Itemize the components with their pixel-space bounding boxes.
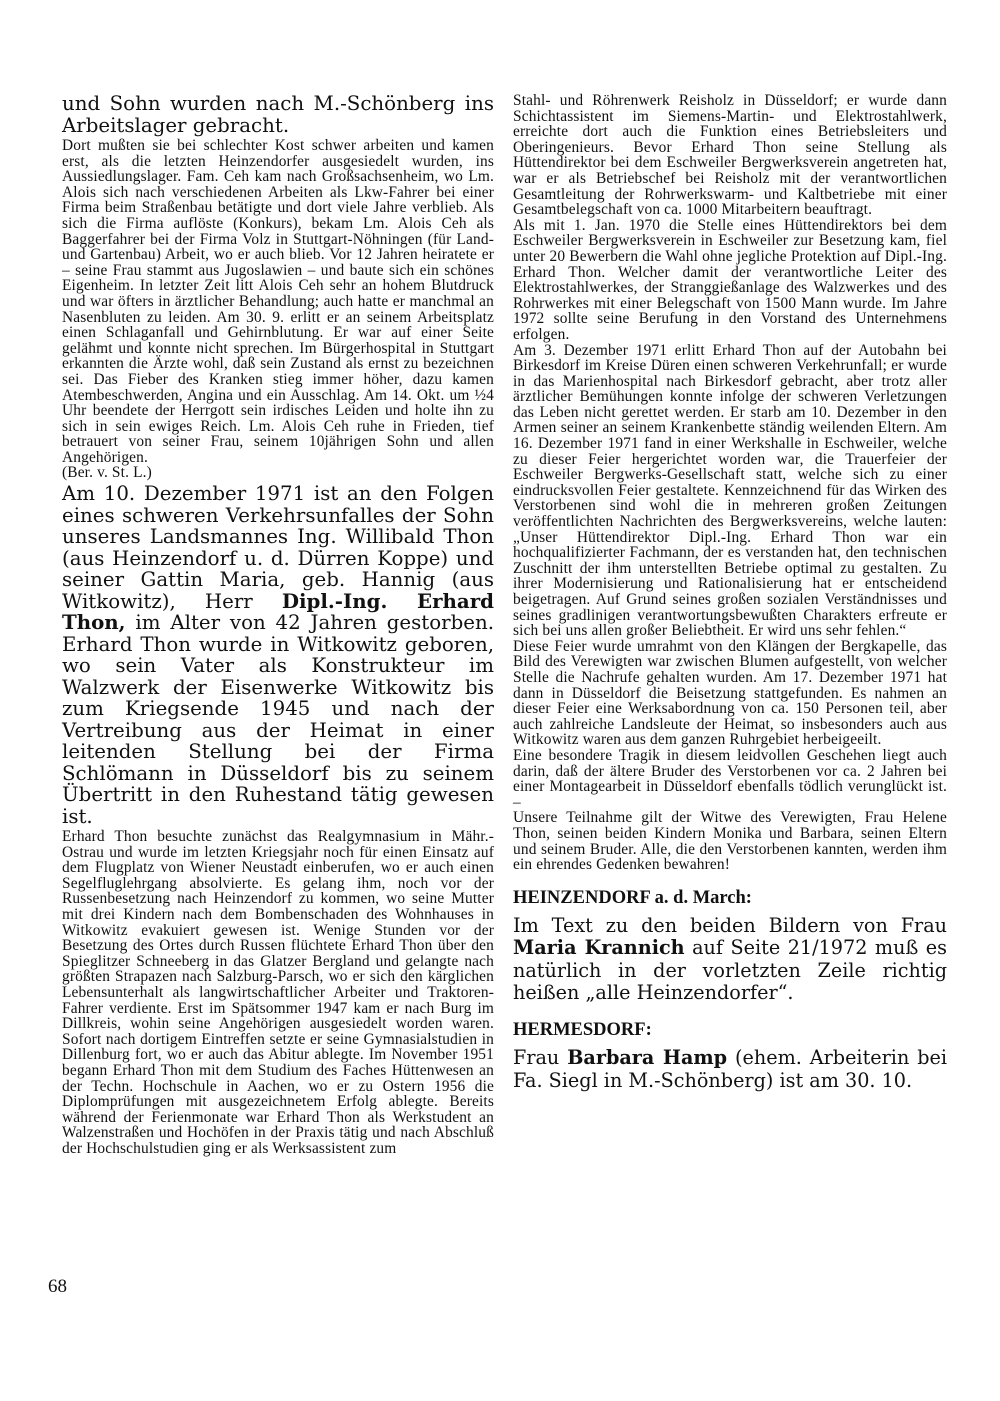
hermesdorf-text-2: (ehem. Arbeiterin bei Fa. Siegl in M.-Schönberg) ist am 30. 10.	[513, 1046, 947, 1092]
accident-paragraph: Am 3. Dezember 1971 erlitt Erhard Thon auf der Autobahn bei Birkesdorf im Kreise Düren einen schweren Verkehrunfall; er wurde in das Marienhospital nach Birkesdorf gebracht, aber trotz aller ärztlicher Bemühungen konnte infolge der schweren Verletzungen das Leben nicht gerettet werden. Er starb am 10. Dezember in den Armen seiner an seinem Krankenbette ständig weilenden Eltern. Am 16. Dezember 1971 fand in einer Werkshalle in Eschweiler, welche zu dieser Feier hergerichtet worden war, die Trauerfeier der Eschweiler Bergwerks-Gesellschaft statt, welche sich zu einer eindrucksvollen Feier gestaltete. Kennzeichnend für das Wirken des Verstorbenen sind wohl die in mehreren großen Zeitungen veröffentlichten Nachrichten des Bergwerksvereins, welche lauten: „Unser Hüttendirektor Dipl.-Ing. Erhard Thon war ein hochqualifizierter Fachmann, der es verstanden hat, den technischen Zuschnitt der ihm unterstellten Betriebe optimal zu gestalten. Zu ihrer Modernisierung und Rationalisierung hat er entscheidend beigetragen. Auf Grund seines großen sozialen Verständnisses und seines gradlinigen verantwortungsbewußten Charakters erfreute er sich bei uns allen großer Beliebtheit. Er wird uns sehr fehlen.“	[513, 341, 947, 640]
hermesdorf-text-1: Frau	[513, 1046, 568, 1070]
right-column	[513, 93, 947, 1092]
heinzendorf-name-bold: Maria Krannich	[513, 936, 685, 960]
career-paragraph: Stahl- und Röhrenwerk Reisholz in Düsseldorf; er wurde dann Schichtassistent im Siemens-Martin- und Elektrostahlwerk, erreichte dort auch die Funktion eines Betriebsleiters und Oberingenieurs. Bevor Erhard Thon seine Stellung als Hüttendirektor bei dem Eschweiler Bergwerksverein angetreten hat, war er als Betriebschef bei Reisholz mit der verantwortlichen Gesamtleitung der Rohrwerkswarm- und Kaltbetriebe mit einer Gesamtbelegschaft von ca. 1000 Mitarbeitern beauftragt.	[513, 92, 947, 219]
section-heading-heinzendorf: HEINZENDORF a. d. March:	[513, 887, 752, 908]
tragedy-paragraph: Eine besondere Tragik in diesem leidvollen Geschehen liegt auch darin, daß der ältere Bruder des Verstorbenen vor ca. 2 Jahren bei einer Montagearbeit in Düsseldorf ebenfalls tödlich verunglückt ist. –	[513, 746, 947, 811]
funeral-paragraph: Diese Feier wurde umrahmt von den Klängen der Bergkapelle, das Bild des Verewigten war zwischen Blumen aufgestellt, von welcher Stelle die Nachrufe gehalten wurden. Am 17. Dezember 1971 hat dann in Düsseldorf die Beisetzung stattgefunden. Es nahmen an dieser Feier eine Werksabordnung von ca. 150 Personen teil, aber auch zahlreiche Landsleute der Heimat, so insbesonders auch aus Witkowitz waren aus dem ganzen Ruhrgebiet herbeigeeilt.	[513, 637, 947, 749]
hermesdorf-paragraph	[513, 1047, 947, 1092]
heinzendorf-text-2: auf Seite 21/1972 muß es natürlich in der vorletzten Zeile richtig heißen „alle Heinzendorfer“.	[513, 936, 947, 1005]
thon-lead-text-2: im Alter von 42 Jahren gestorben. Erhard Thon wurde in Witkowitz geboren, wo sein Vater als Konstrukteur im Walzwerk der Eisenwerke Witkowitz bis zum Kriegsende 1945 und nach der Vertreibung aus der Heimat in einer leitenden Stellung bei der Firma Schlömann in Düsseldorf bis zu seinem Übertritt in den Ruhestand tätig gewesen ist.	[62, 611, 494, 828]
ceh-signature: (Ber. v. St. L.)	[62, 464, 152, 482]
thon-biography-paragraph: Erhard Thon besuchte zunächst das Realgymnasium in Mähr.-Ostrau und wurde im letzten Kriegsjahr noch für einen Einsatz auf dem Flugplatz von Wiener Neustadt einberufen, wo er auch einen Segelfluglehrgang absolvierte. Es gelang ihm, noch vor der Russenbesetzung nach Heinzendorf zu kommen, wo seine Mutter mit drei Kindern nach dem Bombenschaden des Wohnhauses in Witkowitz evakuiert gewesen ist. Wenige Stunden vor der Besetzung des Ortes durch Russen flüchtete Erhard Thon über den Spieglitzer Schneeberg in das Glatzer Bergland und gelangte nach größten Strapazen nach Salzburg-Parsch, wo er sich den kärglichen Lebensunterhalt als langwirtschaftlicher Arbeiter und Traktoren-Fahrer verdiente. Erst im Spätsommer 1947 kam er nach Burg im Dillkreis, wohin seine Angehörigen ausgesiedelt worden waren. Sofort nach dortigem Eintreffen setzte er seine Gymnasialstudien in Dillenburg fort, wo er auch das Abitur ablegte. Im November 1951 begann Erhard Thon mit dem Studium des Faches Hüttenwesen an der Techn. Hochschule in Aachen, wo er zu Ostern 1956 die Diplomprüfungen mit ausgezeichnetem Erfolg ablegte. Bereits während der Ferienmonate war Erhard Thon als Werkstudent an Walzenstraßen und Hochöfen in der Praxis tätig und nach Abschluß der Hochschulstudien ging er als Werksassistent zum	[62, 828, 494, 1157]
section-heading-hermesdorf: HERMESDORF:	[513, 1020, 652, 1041]
director-paragraph: Als mit 1. Jan. 1970 die Stelle eines Hüttendirektors bei dem Eschweiler Bergwerksverein in Eschweiler zur Besetzung kam, fiel unter 20 Bewerbern die Wahl ohne jegliche Protektion auf Dipl.-Ing. Erhard Thon. Welcher damit der verantwortliche Leiter des Elektrostahlwerkes, der Stranggießanlage des Walzwerkes und des Rohrwerkes mit einer Belegschaft von 1500 Mann wurde. Im Jahre 1972 sollte seine Berufung in den Vorstand des Unternehmens erfolgen.	[513, 216, 947, 343]
hermesdorf-name-bold: Barbara Hamp	[567, 1046, 728, 1070]
page-number: 68	[48, 1276, 67, 1297]
ceh-obituary-paragraph: Dort mußten sie bei schlechter Kost schwer arbeiten und kamen erst, als die letzten Heinzendorfer ausgesiedelt wurden, ins Aussiedlungslager. Fam. Ceh kam nach Großsachsenheim, wo Lm. Alois sich nach verschiedenen Arbeiten als Lkw-Fahrer bei einer Firma beim Straßenbau betätigte und dort viele Jahre verblieb. Als sich die Firma auflöste (Konkurs), bekam Lm. Alois Ceh als Baggerfahrer bei der Firma Volz in Stuttgart-Nöhningen (für Land- und Gartenbau) Arbeit, wo er auch blieb. Vor 12 Jahren heiratete er – seine Frau stammt aus Jugoslawien – und baute sich ein schönes Eigenheim. In letzter Zeit litt Alois Ceh sehr an hohem Blutdruck und war öfters in ärztlicher Behandlung; auch hatte er manchmal an Nasenbluten zu leiden. Am 30. 9. erlitt er an seinem Arbeitsplatz einen Schlaganfall und Gehirnblutung. Er war auf einer Seite gelähmt und konnte nicht sprechen. Im Bürgerhospital in Stuttgart erkannten die Ärzte wohl, daß sein Zustand als ernst zu bezeichnen sei. Das Fieber des Kranken stieg immer höher, dazu kamen Atembeschwerden, Angina und ein Ausschlag. Am 14. Okt. um ½4 Uhr beendete der Herrgott sein irdisches Leiden und holte ihn zu sich in sein ewiges Reich. Lm. Alois Ceh ruhe in Frieden, tief betrauert von seiner Frau, seinem 10jährigen Sohn und allen Angehörigen.	[62, 137, 494, 466]
left-column	[62, 93, 494, 1157]
condolence-paragraph: Unsere Teilnahme gilt der Witwe des Verewigten, Frau Helene Thon, seinen beiden Kindern Monika und Barbara, seinen Eltern und seinem Bruder. Alle, die den Verstorbenen kannten, werden ihm ein ehrendes Gedenken bewahren!	[513, 809, 947, 874]
intro-paragraph: und Sohn wurden nach M.-Schönberg ins Arbeitslager gebracht.	[62, 92, 494, 137]
heinzendorf-paragraph	[513, 915, 947, 1005]
thon-name-bold: Dipl.-Ing. Erhard Thon,	[62, 588, 494, 635]
thon-lead-paragraph	[62, 483, 494, 827]
heinzendorf-text-1: Im Text zu den beiden Bildern von Frau	[513, 913, 947, 937]
thon-lead-text-1: Am 10. Dezember 1971 ist an den Folgen eines schweren Verkehrsunfalles der Sohn unseres Landsmannes Ing. Willibald Thon (aus Heinzendorf u. d. Dürren Koppe) und seiner Gattin Maria, geb. Hannig (aus Witkowitz), Herr	[62, 482, 494, 613]
